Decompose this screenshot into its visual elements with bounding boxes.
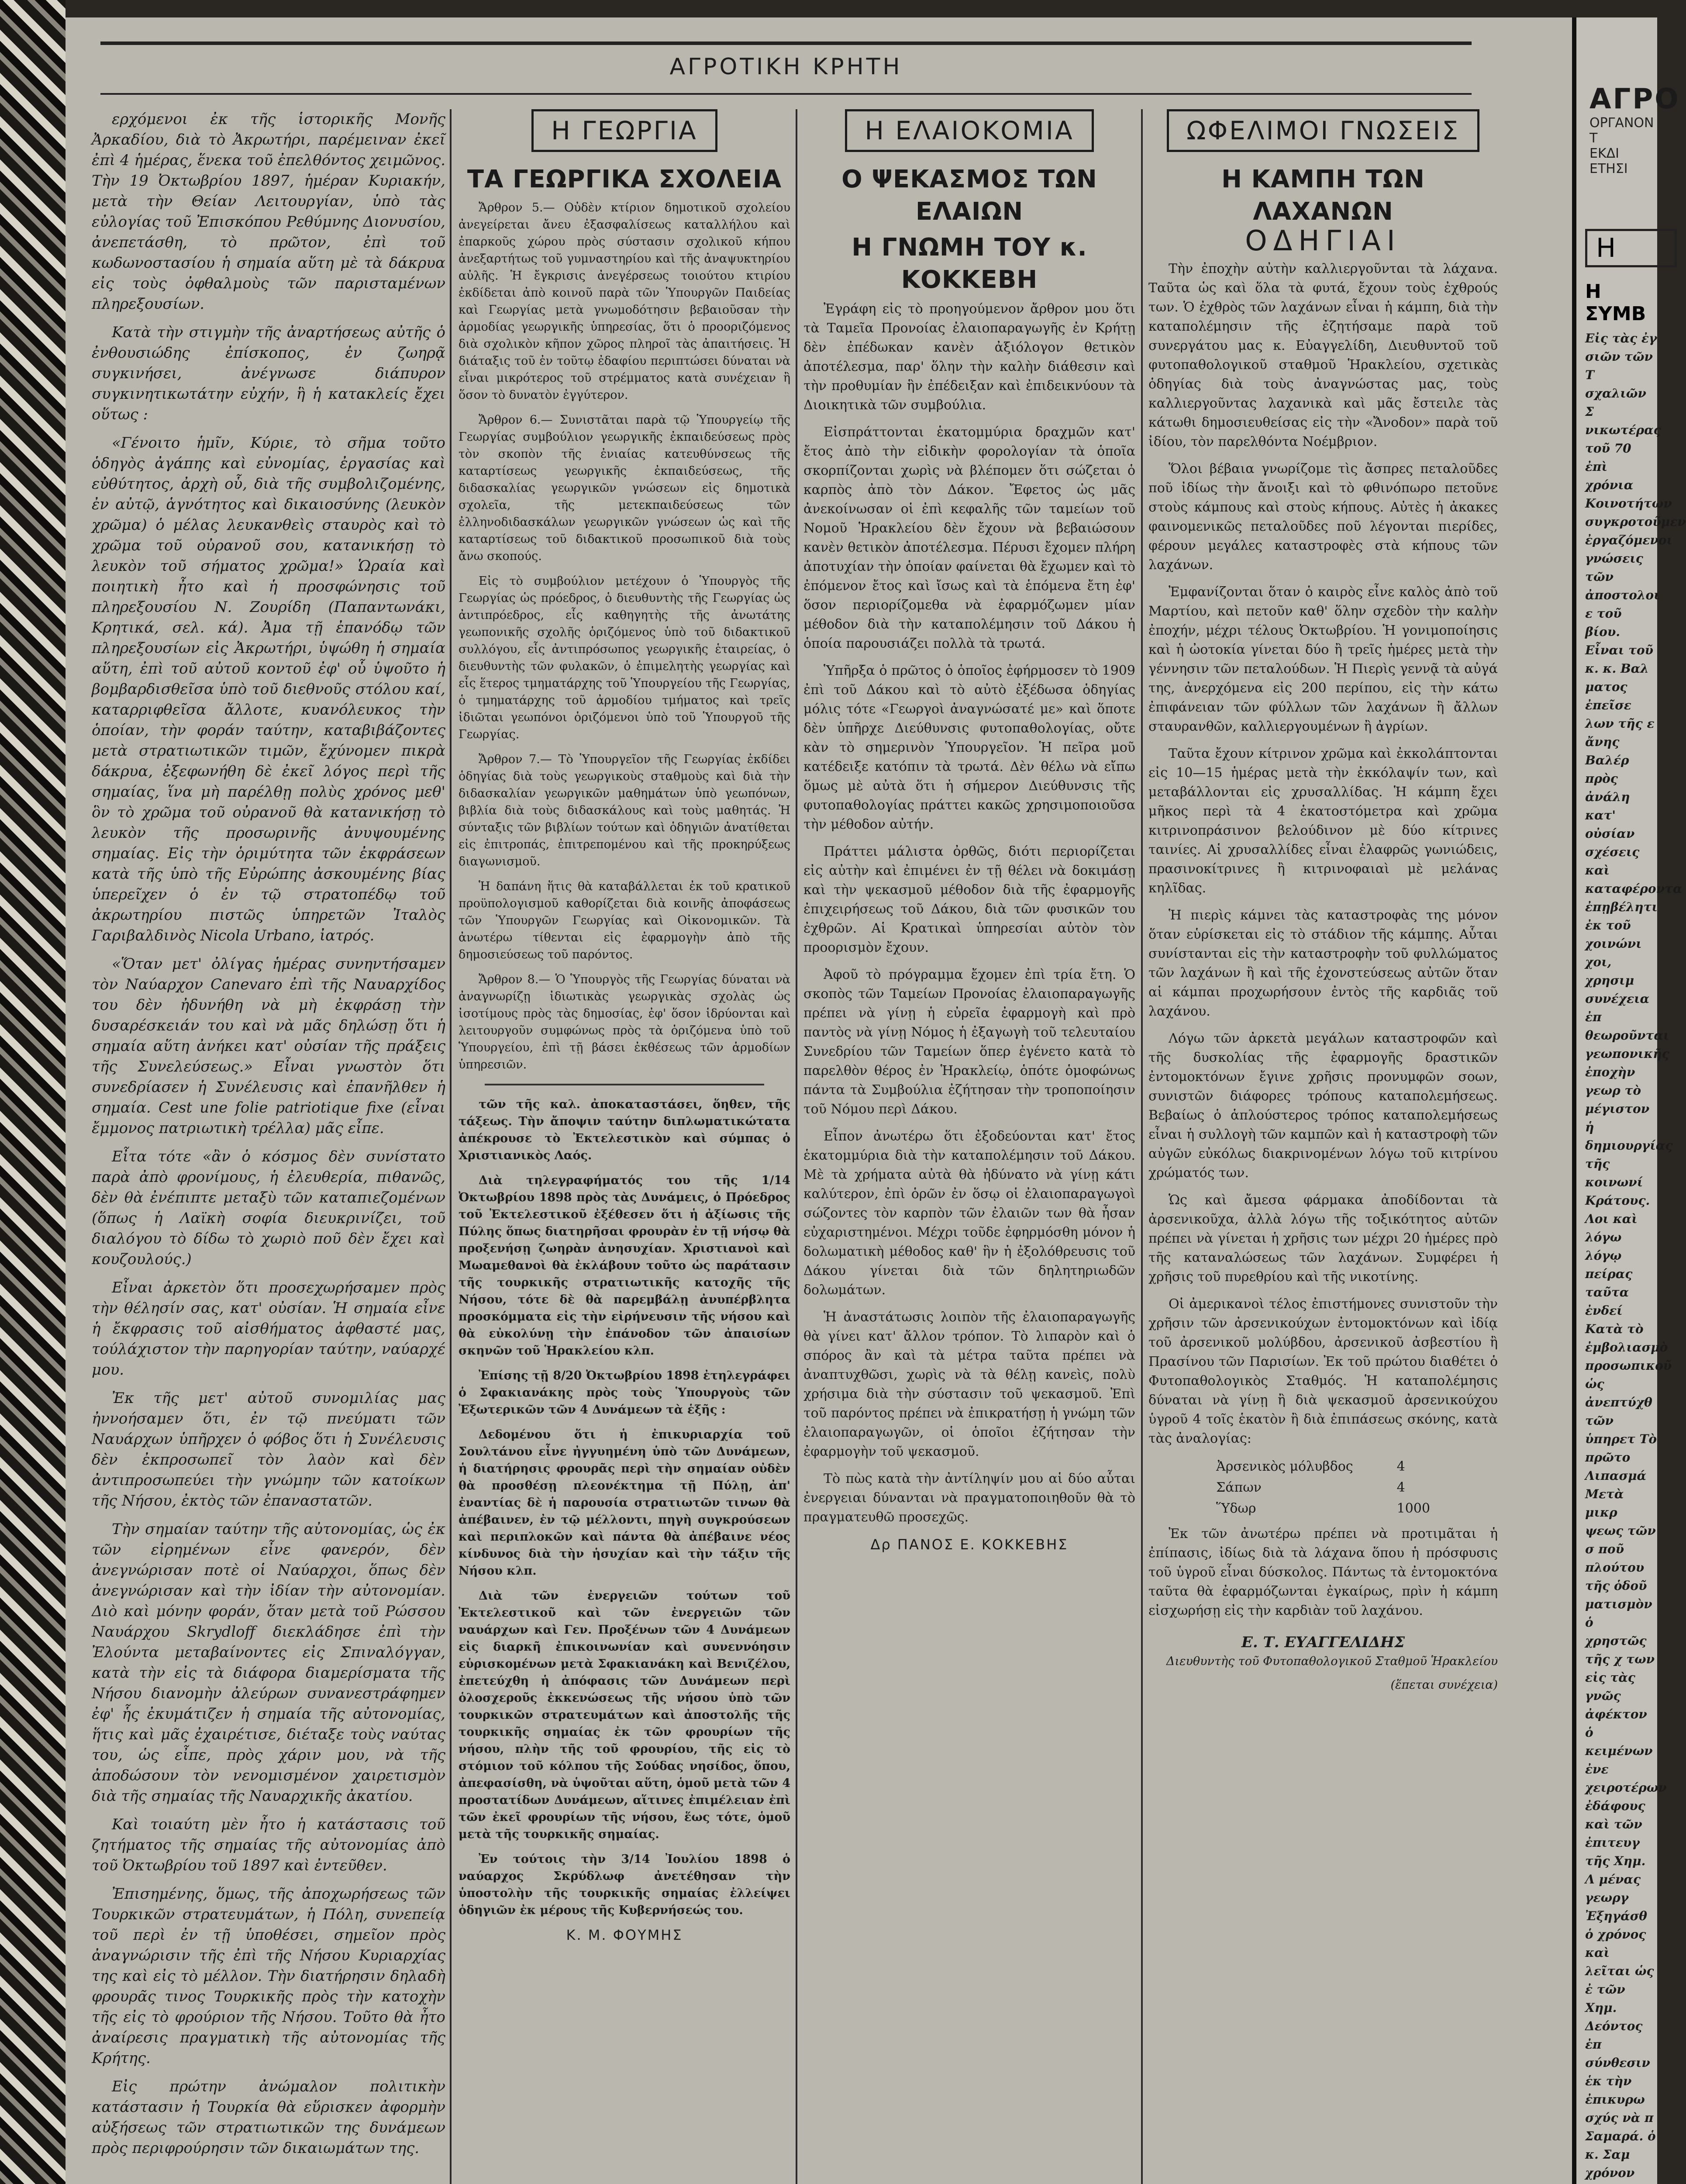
section-box-elaiokomia: Η ΕΛΑΙΟΚΟΜΙΑ: [845, 109, 1093, 152]
paragraph: Τὴν ἐποχὴν αὐτὴν καλλιεργοῦνται τὰ λάχανα. Ταῦτα ὡς καὶ ὅλα τὰ φυτά, ἔχουν τοὺς ἐχθρούς των. Ὁ ἐχθρὸς τῶν λαχάνων εἶναι ἡ κάμπη, διὰ τὴν καταπολέμησιν τῆς ἐζητήσαμε παρὰ τοῦ συνεργάτου μας κ. Εὐαγγελίδη, Διευθυντοῦ τοῦ φυτοπαθολογικοῦ σταθμοῦ Ἡρακλείου, σχετικὰς ὁδηγίας διὰ τοὺς ἀναγνώστας μας, τοὺς καλλιεργοῦντας λαχανικὰ καὶ μᾶς ἔστειλε τὰς κάτωθι δημοσιευθείσας εἰς τὴν «Ἄνοδον» παρὰ τοῦ ἰδίου, τὸν παρελθόντα Νοέμβριον.: [1148, 261, 1498, 449]
section-box-georgia: Η ΓΕΩΡΓΙΑ: [531, 109, 717, 152]
adjacent-subtitle: ΕΚΔΙ: [1589, 146, 1619, 161]
paragraph: Ἐκ τῆς μετ' αὐτοῦ συνομιλίας μας ἠννοήσαμεν ὅτι, ἐν τῷ πνεύματι τῶν Ναυάρχων ὑπῆρχεν ὁ φόβος ὅτι ἡ Συνέλευσις δὲν ἐκπροσωπεῖ τὸν λαὸν καὶ δὲν ἀντιπροσωπεύει τὴν γνώμην τῶν κατοίκων τῆς Νήσου, ἐκτὸς τῶν ἐπαναστατῶν.: [92, 1389, 445, 1510]
headline-olive-spraying: Ο ΨΕΚΑΣΜΟΣ ΤΩΝ ΕΛΑΙΩΝ: [841, 165, 1097, 226]
headline-cabbage-caterpillar: Η ΚΑΜΠΗ ΤΩΝ ΛΑΧΑΝΩΝ: [1221, 165, 1425, 226]
adjacent-headline: Η ΣΥΜΒ: [1585, 280, 1646, 325]
paragraph: «Γένοιτο ἡμῖν, Κύριε, τὸ σῆμα τοῦτο ὁδηγὸς ἀγάπης καὶ εὐνομίας, ἐργασίας καὶ εὐθύτητος, ἀρχὴ οὗ, διὰ τῆς συμβολιζομένης, ἐν αὐτῷ, ἁγνότητος καὶ δικαιοσύνης (λευκὸν χρῶμα) ὁ μέλας λευκανθεὶς σταυρὸς καὶ τὸ χρῶμα τοῦ οὐρανοῦ σου, κατανικήσῃ τὸ λευκὸν τοῦ σήματος χρῶμα!» Ὡραία καὶ ποιητικὴ ἦτο καὶ ἡ προσφώνησις τοῦ πληρεξουσίου Ν. Ζουρίδη (Παπαντωνάκι, Κρητικά, σελ. κά). Ἀμα τῇ ἐπανόδῳ τῶν πληρεξουσίων εἰς Ἀκρωτήρι, ὑψώθη ἡ σημαία αὕτη, ἐπὶ τοῦ αὐτοῦ κοντοῦ ἐφ' οὗ ὑψοῦτο ἡ βομβαρδισθεῖσα ὑπὸ τοῦ διεθνοῦς στόλου καί, καταρριφθεῖσα ἄλλοτε, κυανόλευκος τὴν ὁποίαν, τὴν φοράν ταύτην, καταβιβάζοντες μετὰ στρατιωτικῶν τιμῶν, ἔχύνομεν πικρὰ δάκρυα, ἐξεφωνήθη δὲ ἐκεῖ λόγος περὶ τῆς σημαίας, ἵνα μὴ παρέλθῃ πολὺς χρόνος μεθ' ὃν τὸ χρῶμα τοῦ οὐρανοῦ θὰ κατανικήσῃ τὸ λευκὸν τῆς προσωρινῆς ἀνυψουμένης σημαίας. Εἰς τὴν ὁριμύτητα τῶν ἐκφράσεων κατὰ τῆς ὑπὸ τῆς Εὐρώπης ἀσκουμένης βίας ὑπερεῖχεν ὁ ἐν τῷ στρατοπέδῳ τοῦ ἀκρωτηρίου πιστῶς ὑπηρετῶν Ἰταλὸς Γαριβαλδινὸς Nicola Urbano, ἰατρός.: [92, 434, 445, 944]
paragraph: Ἄρθρον 5.— Οὐδὲν κτίριον δημοτικοῦ σχολείου ἀνεγείρεται ἄνευ ἐξασφαλίσεως καταλλήλου καὶ ἐπαρκοῦς χώρου πρὸς σύστασιν σχολικοῦ κήπου ἀνεξαρτήτως τοῦ γυμναστηρίου καὶ τῆς ἀναψυκτηρίου αὐλῆς. Ἡ ἔγκρισις ἀνεγέρσεως τοιούτου κτιρίου ἐκδίδεται ἀπὸ κοινοῦ παρὰ τῶν Ὑπουργῶν Παιδείας καὶ Γεωργίας μετὰ γνωμοδότησιν βεβαιοῦσαν τὴν ἀρμοδίας γεωργικῆς ὑπηρεσίας, ὅτι ὁ προοριζόμενος διὰ σχολικὸν κῆπον χῶρος πληροῖ τὰς ἀπαιτήσεις. Ἡ διάταξις τοῦ ἐν τοῦτῳ ἐδαφίου περιπτώσει δύναται νὰ εἶναι μικρότερος τοῦ στρέμματος κατὰ συνέχειαν ἢ ὅσον τὸ δυνατὸν ἐγγύτερον.: [459, 201, 790, 402]
adjacent-subtitle: ΟΡΓΑΝΟΝ Τ: [1589, 115, 1654, 146]
paragraph: Πράττει μάλιστα ὀρθῶς, διότι περιορίζεται εἰς αὐτὴν καὶ ἐπιμένει ἐν τῇ θέλει νὰ δοκιμάσῃ καὶ τὴν ψεκασμοῦ μέθοδον διὰ τῆς ἐφαρμογῆς ἐπιχειρήσεως τοῦ Δάκου, διὰ τῶν φυσικῶν του ἐχθρῶν. Αἱ Κρατικαὶ ὑπηρεσίαι αὐτὸν τὸν προορισμὸν ἔχουν.: [803, 844, 1135, 955]
adjacent-text: Εἰς τὰς ἐγ σιῶν τῶν Τ σχαλιῶν Σ νικωτέρας τοῦ 70 ἐπὶ χρόνια Κοινοτήτων συγκροτοῦμεν ἐργαζόμενοι γνώσεις τῶν ἀποστολοι ε τοῦ βίου. Εἶναι τοῦ κ. κ. Βαλ ματος ἐπεῖσε λων τῆς ε ἄνης Βαλέρ πρὸς ἀνάλη κατ' οὐσίαν σχέσεις καὶ καταφέροντα ἐπῃβέλητι ἐκ τοῦ χοινώνι χοι, χρησιμ συνέχεια ἐπ θεωροῦνται γεωπονικῆς ἐποχὴν γεωρ τὸ μέγιστον ἡ δημιουργίας τῆς κοινωνί Κράτους. Λοι καὶ λόγω λόγῳ πείρας ταῦτα ἐνδεί Κατὰ τὸ ἐμβολιασμὸ προσωπικοῦ ὡς ἀνεπτύχθ τῶν ὑπηρετ Τὸ πρῶτο Λιπασμά Μετὰ μικρ ψεως τῶν σ ποῦ πλούτου τῆς ὁδοῦ ματισμὸν ὁ χρηστῶς τῆς χ των εἰς τὰς γνῶς ἀφέκτον ὁ κειμένων ἐνε χειροτέρων ἐδάφους καὶ τῶν ἐπιτευγ τῆς Χημ. Λ μένας γεωργ Ἐξηγάσθ ὁ χρόνος καὶ λεῖται ὡς ἐ τῶν Χημ. Δεόντος ἐπ σύνθεσιν ἑκ τὴν ἐπικυρω σχύς νὰ π Σαμαρά. ὁ κ. Σαμ χρόνον: [1585, 331, 1686, 2180]
paragraph: Ὅλοι βέβαια γνωρίζομε τὶς ἄσπρες πεταλοῦδες ποῦ ἰδίως τὴν ἄνοιξι καὶ τὸ φθινόπωρο πετοῦνε στοὺς κάμπους καὶ στοὺς κήπους. Αὐτὲς ἡ ἀκακες φαινομενικῶς πεταλοῦδες ποῦ λέγονται πιερίδες, φέρουν μεγάλες καταστροφὲς στὰ κήπους τῶν λαχάνων.: [1148, 461, 1498, 573]
adjacent-masthead: ΑΓΡΟ: [1589, 83, 1680, 115]
column-history-body: [92, 109, 445, 2159]
paragraph: Ἐν τούτοις τὴν 3/14 Ἰουλίου 1898 ὁ ναύαρχος Σκρύδλωφ ἀνετέθησαν τὴν ὑποστολὴν τῆς τουρκικῆς σημαίας ἐλλείψει ὁδηγιῶν ἐκ μέρους τῆς Κυβερνήσεώς του.: [459, 1852, 790, 1917]
paragraph: Καὶ τοιαύτη μὲν ἦτο ἡ κατάστασις τοῦ ζητήματος τῆς σημαίας τῆς αὐτονομίας ἀπὸ τοῦ Ὀκτωβρίου τοῦ 1897 καὶ ἐντεῦθεν.: [92, 1816, 445, 1874]
paragraph: Εἶτα τότε «ἂν ὁ κόσμος δὲν συνίστατο παρὰ ἀπὸ φρονίμους, ἡ ἐλευθερία, πιθανῶς, δὲν θὰ ἐνέπιπτε μεταξὺ τῶν καταπιεζομένων (ὅπως ἡ Λαϊκὴ σοφία διευκρινίζει, τοῦ διαλόγου τὸ δίδω τὸ χωριὸ ποῦ δὲν ἔχει καὶ κουζουλούς.): [92, 1148, 445, 1268]
paragraph: Ἐπίσης τῇ 8/20 Ὀκτωβρίου 1898 ἐτηλεγράφει ὁ Σφακιανάκης πρὸς τοὺς Ὑπουργοὺς τῶν Ἐξωτερικῶν τῶν 4 Δυνάμεων τὰ ἑξῆς :: [459, 1369, 790, 1417]
paragraph: Δεδομένου ὅτι ἡ ἐπικυριαρχία τοῦ Σουλτάνου εἶνε ἠγγυημένη ὑπὸ τῶν Δυνάμεων, ἡ διατήρησις φρουρᾶς περὶ τὴν σημαίαν οὐδὲν θὰ προσθέσῃ πλεονέκτημα τῇ Πύλῃ, ἀπ' ἐναντίας δὲ ἡ παρουσία στρατιωτῶν τινων θὰ ἀπέβαινεν, ἐν τῷ μέλλοντι, πηγὴ συγκρούσεων καὶ περιπλοκῶν καὶ πάντα θὰ ἀπέβαινε νέος κίνδυνος διὰ τὴν ἡσυχίαν καὶ τὴν τάξιν τῆς Νήσου κλπ.: [459, 1428, 790, 1578]
column-useful-knowledge: [1148, 109, 1498, 2184]
paragraph: Διὰ τηλεγραφήματός του τῆς 1/14 Ὀκτωβρίου 1898 πρὸς τὰς Δυνάμεις, ὁ Πρόεδρος τοῦ Ἐκτελεστικοῦ ἐξέθεσεν ὅτι ἡ ἀξίωσις τῆς Πύλης ὅπως διατηρῆσαι φρουρὰν ἐν τῇ νήσῳ θὰ προξενήσῃ ζωηρὰν ἀνησυχίαν. Χριστιανοὶ καὶ Μωαμεθανοὶ θὰ ἐκλάβουν τοῦτο ὡς παράτασιν τῆς τουρκικῆς στρατιωτικῆς κατοχῆς τῆς Νήσου, τότε δὲ θὰ παρεμβάλῃ ἀνυπέρβλητα προσκόμματα εἰς τὴν εἰρήνευσιν τῆς νήσου καὶ θὰ εὐκολύνῃ τὴν ἐπάνοδον τῶν ἀπαισίων σκηνῶν τοῦ Ἡρακλείου κλπ.: [459, 1174, 790, 1358]
paragraph: Κατὰ τὴν στιγμὴν τῆς ἀναρτήσεως αὐτῆς ὁ ἐνθουσιώδης ἐπίσκοπος, ἐν ζωηρᾷ συγκινήσει, ἀνέγνωσε διάπυρον συγκινητικωτάτην εὐχήν, ἣ ἡ κατακλείς ἔχει οὕτως :: [92, 324, 445, 423]
paragraph: «Ὅταν μετ' ὀλίγας ἡμέρας συνηντήσαμεν τὸν Ναύαρχον Canevaro ἐπὶ τῆς Ναυαρχίδος του δὲν ἠδυνήθη νὰ μὴ ἐκφράσῃ τὴν δυσαρέσκειάν του καὶ νὰ μᾶς δηλώσῃ ὅτι ἡ σημαία αὕτη ἀνήκει κατ' οὐσίαν τῆς πράξεις τῆς Συνελεύσεως.» Εἶναι γνωστὸν ὅτι συνεδρίασεν ἡ Συνέλευσις καὶ ἐπανῆλθεν ἡ σημαία. Cest une folie patriotique fixe (εἶναι ἔμμονος πατριωτικὴ τρέλλα) μᾶς εἶπε.: [92, 955, 445, 1137]
paragraph: Ἡ πιερὶς κάμνει τὰς καταστροφὰς της μόνον ὅταν εὑρίσκεται εἰς τὸ στάδιον τῆς κάμπης. Αὗται συνίστανται εἰς τὴν καταστροφὴν τοῦ φυλλώματος τῶν λαχάνων ἢ καὶ τῆς ἐχονστεύσεως αὐτῶν ὅταν αἱ κάμπαι προχωρήσουν ἐντὸς τῆς καρδιᾶς τοῦ λαχάνου.: [1148, 908, 1498, 1019]
paragraph: τῶν τῆς καλ. ἀποκαταστάσει, ὅηθεν, τῆς τάξεως. Τὴν ἄποψιν ταύτην διπλωματικώτατα ἀπέκρουσε τὸ Ἐκτελεστικὸν καὶ σύμπας ὁ Χριστιανικὸς Λαός.: [459, 1098, 790, 1162]
paragraph: Διὰ τῶν ἐνεργειῶν τούτων τοῦ Ἐκτελεστικοῦ καὶ τῶν ἐνεργειῶν τῶν ναυάρχων καὶ Γεν. Προξένων τῶν 4 Δυνάμεων εἰς διαρκῆ ἐπικοινωνίαν καὶ συνεννόησιν εὑρισκομένων μετὰ Σφακιανάκη καὶ Βενιζέλου, ἐπετεύχθη ἡ ἀπόφασις τῶν Δυνάμεων περὶ ὁλοσχεροῦς ἐκκενώσεως τῆς νήσου ὑπὸ τῶν τουρκικῶν στρατευμάτων καὶ ἀποστολῆς τῆς τουρκικῆς σημαίας ἐκ τῶν φρουρίων τῆς νήσου, πλὴν τῆς τοῦ φρουρίου, τῆς εἰς τὸ στόμιον τοῦ κόλπου τῆς Σούδας νησίδος, ὅπου, ἀπεφασίσθη, νὰ ὑψοῦται αὕτη, ὁμοῦ μετὰ τῶν 4 προστατίδων Δυνάμεων, αἵτινες ἐπιμέλειαν ἐπὶ τῶν ἐκεῖ φρουρίων τῆς νήσου, ἕως τότε, ὁμοῦ μετὰ τῆς τουρκικῆς σημαίας.: [459, 1589, 790, 1841]
headline-kokkevis-opinion: Η ΓΝΩΜΗ ΤΟΥ κ. ΚΟΚΚΕΒΗ: [852, 233, 1087, 294]
headline-agricultural-schools: ΤΑ ΓΕΩΡΓΙΚΑ ΣΧΟΛΕΙΑ: [467, 165, 782, 194]
column-rule: [450, 109, 452, 2184]
column-rule: [1141, 109, 1143, 2184]
table-row: Ἀρσενικὸς μόλυβδος 4: [1216, 1459, 1405, 1474]
paragraph: Ἐμφανίζονται ὅταν ὁ καιρὸς εἶνε καλὸς ἀπὸ τοῦ Μαρτίου, καὶ πετοῦν καθ' ὅλην σχεδὸν τὴν καλὴν ἐποχήν, μέχρι τέλους Ὀκτωβρίου. Ἡ γονιμοποίησις καὶ ἡ ὠοτοκία γίνεται δύο ἢ τρεῖς ἡμέρες μετὰ τὴν γέννησιν τῶν πεταλούδων. Ἡ Πιερὶς γεννᾷ τὰ αὐγά της, ἀνερχόμενα εἰς 200 περίπου, εἰς τὴν κάτω ἐπιφάνειαν τῶν φύλλων τῶν λαχάνων ἢ ἄλλων σταυρανθῶν, καλλιεργουμένων ἢ ἀγρίων.: [1148, 584, 1498, 734]
paragraph: Τὸ πὼς κατὰ τὴν ἀντίληψίν μου αἱ δύο αὗται ἐνεργειαι δύνανται νὰ πραγματοποιηθοῦν θὰ τὸ πραγματευθῶ προσεχῶς.: [803, 1471, 1135, 1525]
column-olive-growing: [803, 109, 1135, 2184]
formula-table: [1194, 1456, 1452, 1519]
paragraph: Εἶπον ἀνωτέρω ὅτι ἐξοδεύονται κατ' ἔτος ἑκατομμύρια διὰ τὴν καταπολέμησιν τοῦ Δάκου. Μὲ τὰ χρήματα αὐτὰ θὰ ἠδύνατο νὰ γίνῃ κάτι καλύτερον, ἐπὶ ὁρῶν ἐν ὅσῳ οἱ ἐλαιοπαραγωγοὶ σώζοντες τὸν καρπὸν τῶν ἐλαιῶν των θὰ ἦσαν εὐχαριστημένοι. Μέχρι τοῦδε ἐφηρμόσθη μόνον ἡ δολωματικὴ μέθοδος καθ' ἣν ἡ ἐξολόθρευσις τοῦ Δάκου γίνεται διὰ τῶν δηλητηριωδῶν δολωμάτων.: [803, 1129, 1135, 1298]
adjacent-page-fragment: [1572, 17, 1686, 2184]
column-rule: [796, 109, 797, 2184]
column-history: [92, 109, 445, 2184]
paragraph: ερχόμενοι ἐκ τῆς ἱστορικῆς Μονῆς Ἀρκαδίου, διὰ τὸ Ἀκρωτήρι, παρέμειναν ἐκεῖ ἐπὶ 4 ἡμέρας, ἕνεκα τοῦ ἐπελθόντος χειμῶνος. Τὴν 19 Ὀκτωβρίου 1897, ἡμέραν Κυριακήν, μετὰ τὴν Θείαν Λειτουργίαν, ὑπὸ τὰς εὐλογίας τοῦ Ἐπισκόπου Ρεθύμνης Διονυσίου, ἀνεπετάσθη, τὸ πρῶτον, ἐπὶ τοῦ κωδωνοστασίου ἡ σημαία αὕτη μὲ τὰ δάκρυα εἰς τοὺς ὀφθαλμοὺς τῶν παρισταμένων πληρεξουσίων.: [92, 111, 445, 313]
running-head: ΑΓΡΟΤΙΚΗ ΚΡΗΤΗ: [100, 41, 1472, 95]
table-row: Σάπων 4: [1216, 1480, 1405, 1495]
adjacent-subtitle: ΕΤΗΣΙ: [1589, 161, 1628, 176]
paragraph: Τὴν σημαίαν ταύτην τῆς αὐτονομίας, ὡς ἐκ τῶν εἰρημένων εἶνε φανερόν, δὲν ἀνεγνώρισαν ποτὲ οἱ Ναύαρχοι, ὅπως δὲν ἀνεγνώρισαν καὶ τὴν ἰδίαν τὴν αὐτονομίαν. Διὸ καὶ μόνην φοράν, ὅταν μετὰ τοῦ Ρώσσου Ναυάρχου Skrydloff διεκλάδησε ἐπὶ τὴν Ἐλούντα μεταβαίνοντες εἰς Σπιναλόγγαν, κατὰ τὴν εἰς τὰ διάφορα διαμερίσματα τῆς Νήσου διανομὴν ἀλεύρων συνανεστράφημεν ἐφ' ἧς ἐκυμάτιζεν ἡ σημαία τῆς αὐτονομίας, ἥτις καὶ μᾶς ἐχαιρέτισε, διέταξε τοὺς ναύτας του, ὡς εἶπε, πρὸς χάριν μου, νὰ τῆς ἀποδώσουν τὸν νενομισμένον χαιρετισμὸν διὰ τῆς σημαίας τῆς Ναυαρχικῆς ἀκατίου.: [92, 1521, 445, 1805]
column-agriculture-body: [459, 199, 790, 1073]
paragraph: Εἰς πρώτην ἀνώμαλον πολιτικὴν κατάστασιν ἡ Τουρκία θὰ εὕρισκεν ἀφορμὴν αὐξήσεως τῶν στρατιωτικῶν της δυνάμεων πρὸς περιφρούρησιν τῶν δικαιωμάτων της.: [92, 2078, 445, 2157]
paragraph: Εἶναι ἀρκετὸν ὅτι προσεχωρήσαμεν πρὸς τὴν θέλησίν σας, κατ' οὐσίαν. Ἡ σημαία εἶνε ἡ ἔκφρασις τοῦ αἰσθήματος ἀφθαστέ μας, τούλάχιστον τὴν παρηγορίαν ταύτην, ναύαρχέ μου.: [92, 1279, 445, 1379]
paragraph: Ἄρθρον 8.— Ὁ Ὑπουργὸς τῆς Γεωργίας δύναται νὰ ἀναγνωρίζῃ ἰδιωτικὰς γεωργικὰς σχολὰς ὡς ἰσοτίμους πρὸς τὰς δημοσίας, ἐφ' ὅσον ἱδρύονται καὶ λειτουργοῦν συμφώνως πρὸς τὰ ὁριζόμενα ὑπὸ τοῦ Ὑπουργείου, ἐπὶ τῇ βάσει ἐκθέσεως τῶν ἁρμοδίων ὑπηρεσιῶν.: [459, 973, 790, 1071]
paragraph: Ἄρθρον 6.— Συνιστᾶται παρὰ τῷ Ὑπουργείῳ τῆς Γεωργίας συμβούλιον γεωργικῆς ἐκπαιδεύσεως πρὸς τὸν σκοπὸν τῆς ἐνιαίας κατευθύνσεως τῆς καταρτίσεως γεωργικῆς ἐκπαιδεύσεως, τῆς διδασκαλίας γεωργικῶν γνώσεων εἰς δημοτικὰ σχολεῖα, τῆς μετεκπαιδεύσεως τῶν ἐλληνοδιδασκάλων γεωργικῶν γνώσεων ὡς καὶ τῆς καταρτίσεως τοῦ διδακτικοῦ προσωπικοῦ διὰ τοὺς ἄνω σκοπούς.: [459, 413, 790, 563]
paragraph: Ὑπῆρξα ὁ πρῶτος ὁ ὁποῖος ἐφήρμοσεν τὸ 1909 ἐπὶ τοῦ Δάκου καὶ τὸ αὐτὸ ἐξέδωσα ὁδηγίας μόλις τότε «Γεωργοὶ ἀναγνώσατέ με» καὶ ὅποτε δὲν ὑπῆρχε Διεύθυνσις φυτοπαθολογίας, οὔτε κὰν τὸ σημερινὸν Ὑπουργεῖον. Ἡ πεῖρα μοῦ κατέδειξε κατόπιν τὰ τρωτά. Δὲν θέλω νὰ εἴπω ὅμως μὲ αὐτὰ ὅτι ἡ σήμερον Διεύθυνσις τῆς φυτοπαθολογίας πράττει κακῶς χρησιμοποιοῦσα τὴν μέθοδον αὐτήν.: [803, 663, 1135, 832]
paragraph: Ἐγράφη εἰς τὸ προηγούμενον ἄρθρον μου ὅτι τὰ Ταμεῖα Προνοίας ἐλαιοπαραγωγῆς ἐν Κρήτῃ δὲν ἐπέδωκαν κανὲν ἀξιόλογον θετικὸν ἀποτέλεσμα, παρ' ὅλην τὴν καλὴν διάθεσιν καὶ τὴν προθυμίαν ἣν ἐπέδειξαν καὶ ἐπιδεικνύουν τὰ Διοικητικὰ τῶν συμβούλια.: [803, 301, 1135, 413]
column-useful-body: [1148, 259, 1498, 1448]
section-divider: [485, 1084, 764, 1085]
paragraph: Εἰς τὸ συμβούλιον μετέχουν ὁ Ὑπουργὸς τῆς Γεωργίας ὡς πρόεδρος, ὁ διευθυντὴς τῆς Γεωργίας ὡς ἀντιπρόεδρος, εἷς καθηγητὴς τῆς ἀνωτάτης γεωπονικῆς σχολῆς ὁριζόμενος ὑπὸ τοῦ διδακτικοῦ συλλόγου, εἷς ἀντιπρόσωπος γεωργικῆς ἑταιρείας, ὁ διευθυντὴς τῶν φυλακῶν, ὁ ἐπιμελητὴς γεωργίας καὶ εἷς ἕτερος τμηματάρχης τοῦ Ὑπουργείου τῆς Γεωργίας, ὁ τμηματάρχης τοῦ ἀρμοδίου τμήματος καὶ τρεῖς ἰδιῶται γεωπόνοι ὁριζόμενοι ὑπὸ τοῦ Ὑπουργοῦ τῆς Γεωργίας.: [459, 574, 790, 741]
paragraph: Ἡ ἀναστάτωσις λοιπὸν τῆς ἐλαιοπαραγωγῆς θὰ γίνει κατ' ἄλλον τρόπον. Τὸ λιπαρὸν καὶ ὁ σπόρος ἂν καὶ τὰ μέτρα ταῦτα πρέπει νὰ ἀναπτυχθῶσι, χωρὶς νὰ τὰ θέλῃ κανεὶς, πολὺ χρήσιμα διὰ τὴν σύστασιν τοῦ ψεκασμοῦ. Ἐπὶ τοῦ παρόντος πρέπει νὰ ἐπικρατήσῃ ἡ γνώμη τῶν ἐλαιοπαραγωγῶν, οἱ ὁποῖοι ἐζήτησαν τὴν ἐφαρμογὴν τοῦ ψεκασμοῦ.: [803, 1310, 1135, 1459]
column-useful-body-end: [1148, 1524, 1498, 1621]
author-affiliation: Διευθυντὴς τοῦ Φυτοπαθολογικοῦ Σταθμοῦ Ἡρακλείου: [1166, 1655, 1498, 1668]
column-agriculture-continued: [459, 1096, 790, 1919]
column-olive-body: [803, 300, 1135, 1527]
column-agriculture: [459, 109, 790, 2184]
paragraph: Ἡ δαπάνη ἥτις θὰ καταβάλλεται ἐκ τοῦ κρατικοῦ προϋπολογισμοῦ καθορίζεται διὰ κοινῆς ἀποφάσεως τῶν Ὑπουργῶν Γεωργίας καὶ Οἰκονομικῶν. Τὰ ἀνωτέρω τίθενται εἰς ἐφαρμογὴν ἀπὸ τῆς δημοσιεύσεως τοῦ παρόντος.: [459, 880, 790, 961]
paragraph: Ἄρθρον 7.— Τὸ Ὑπουργεῖον τῆς Γεωργίας ἐκδίδει ὁδηγίας διὰ τοὺς γεωργικοὺς σταθμοὺς καὶ διὰ τὴν διδασκαλίαν γεωργικῶν μαθημάτων ὑπὸ γεωπόνων, βιβλία διὰ τοὺς διδασκάλους καὶ τοὺς μαθητάς. Ἡ σύνταξις τῶν βιβλίων τούτων καὶ ὁδηγιῶν ἀνατίθεται εἰς ἐπιτροπάς, ἐπιτρεπομένου καὶ τῆς προκηρύξεως διαγωνισμοῦ.: [459, 753, 790, 868]
section-box-ofelimoi: ΩΦΕΛΙΜΟΙ ΓΝΩΣΕΙΣ: [1167, 109, 1479, 152]
adjacent-section-box: Η: [1585, 229, 1677, 267]
paragraph: Λόγω τῶν ἀρκετὰ μεγάλων καταστροφῶν καὶ τῆς δυσκολίας τῆς ἐφαρμογῆς δραστικῶν ἐντομοκτόνων ἔγινε χρῆσις προνυμφῶν σοων, συνιστῶν διάφορες τρόπους καταπολεμήσεως. Βεβαίως ὁ ἁπλούστερος τρόπος καταπολεμήσεως εἶναι ἡ συλλογὴ τῶν καμπῶν καὶ ἡ καταστροφὴ τῶν αὐγῶν εὐκόλως διακρινομένων λόγω τοῦ κιτρίνου χρώματός των.: [1148, 1031, 1498, 1181]
paragraph: Ταῦτα ἔχουν κίτρινον χρῶμα καὶ ἐκκολάπτονται εἰς 10—15 ἡμέρας μετὰ τὴν ἐκκόλαψίν των, καὶ μεταβάλλονται εἰς χρυσαλλίδας. Ἡ κάμπη ἔχει μῆκος περὶ τὰ 4 ἑκατοστόμετρα καὶ χρῶμα κιτρινοπράσινον βελούδινον μὲ δύο κίτρινες ταινίες. Αἱ χρυσαλλίδες εἶναι ἐλαφρῶς γωνιώδεις, πρασινοκίτρινες ἢ κιτρινοφαιαὶ μὲ μελάνας κηλῖδας.: [1148, 746, 1498, 896]
paragraph: Ἀφοῦ τὸ πρόγραμμα ἔχομεν ἐπὶ τρία ἔτη. Ὁ σκοπὸς τῶν Ταμείων Προνοίας ἐλαιοπαραγωγῆς πρέπει νὰ γίνῃ ἡ εὐρεῖα ἐφαρμογὴ καὶ πρὸ παντὸς νὰ γίνῃ Νόμος ἡ ἐξαγωγὴ τοῦ τελευταίου Συνεδρίου τῶν Ταμείων ὅπερ ἐγένετο κατὰ τὸ παρελθὸν θέρος ἐν Ἡρακλείῳ, ὁπότε ὁμοφώνως πάντα τὰ Συμβούλια ἐζήτησαν τὴν τροποποίησιν τοῦ Νόμου περὶ Δάκου.: [803, 967, 1135, 1117]
paragraph: Ὡς καὶ ἄμεσα φάρμακα ἀποδίδονται τὰ ἀρσενικοῦχα, ἀλλὰ λόγω τῆς τοξικότητος αὐτῶν πρέπει νὰ γίνεται ἡ χρῆσις των μέχρι 20 ἡμέρες πρὸ τῆς καταναλώσεως τῶν λαχάνων. Συμφέρει ἡ χρῆσις τοῦ πυρεθρίου καὶ τῆς νικοτίνης.: [1148, 1192, 1498, 1285]
continuation-note: (ἕπεται συνέχεια): [1390, 1678, 1498, 1692]
author-evangelidis: Ε. Τ. ΕΥΑΓΓΕΛΙΔΗΣ: [1241, 1634, 1405, 1651]
paragraph: Εἰσπράττονται ἑκατομμύρια δραχμῶν κατ' ἔτος ἀπὸ τὴν εἰδικὴν φορολογίαν τὰ ὁποῖα σκορπίζονται χωρὶς νὰ βλέπομεν ὅτι σώζεται ὁ καρπὸς ἀπὸ τὸν Δάκον. Ἔφετος ὡς μᾶς ἀνεκοίνωσαν οἱ ἐπὶ κεφαλῆς τῶν ταμείων τοῦ Νομοῦ Ἡρακλείου δὲν ἔχουν νὰ βεβαιώσουν κανὲν θετικὸν ἀποτέλεσμα. Πέρυσι ἔχομεν πλήρη ἀποτυχίαν τὴν ὁποίαν φαίνεται θὰ ἔχωμεν καὶ τὸ ἐπόμενον ἔτος καὶ ἴσως καὶ τὰ ἑπόμενα ἔτη ἐφ' ὅσον περιορίζομεθα νὰ ἐφαρμόζωμεν μίαν μέθοδον διὰ τὴν καταπολέμησιν τοῦ Δάκου ἡ ὁποία παρουσιάζει πολλὰ τὰ τρωτά.: [803, 425, 1135, 651]
paragraph: Ἐπισημένης, ὅμως, τῆς ἀποχωρήσεως τῶν Τουρκικῶν στρατευμάτων, ἡ Πόλη, συνεπείᾳ τοῦ περὶ ἐν τῇ ὑποθέσει, σημεῖον πρὸς ἀναγνώρισιν τῆς ἐπὶ τῆς Νήσου Κυριαρχίας της καὶ εἰς τὸ μέλλον. Τὴν διατήρησιν δηλαδὴ φρουρᾶς τινος Τουρκικῆς πρὸς τὴν κατοχὴν τῆς εἰς τὸ φρούριον τῆς Νήσου. Τοῦτο θὰ ἦτο ἀναίρεσις πραγματικὴ τῆς αὐτονομίας τῆς Κρήτης.: [92, 1885, 445, 2067]
signature-kokkevis: Δρ ΠΑΝΟΣ Ε. ΚΟΚΚΕΒΗΣ: [870, 1536, 1069, 1553]
paragraph: Ἐκ τῶν ἀνωτέρω πρέπει νὰ προτιμᾶται ἡ ἐπίπασις, ἰδίως διὰ τὰ λάχανα ὅπου ἡ πρόσφυσις τοῦ ὑγροῦ εἶναι δύσκολος. Πάντως τὰ ἐντομοκτόνα ταῦτα θὰ ἐφαρμόζωνται ἐγκαίρως, πρὶν ἡ κάμπη εἰσχωρήσῃ εἰς τὴν καρδιὰν τοῦ λαχάνου.: [1148, 1526, 1498, 1618]
paragraph: Οἱ ἀμερικανοὶ τέλος ἐπιστήμονες συνιστοῦν τὴν χρῆσιν τῶν ἀρσενικούχων ἐντομοκτόνων καὶ ἰδίᾳ τοῦ ἀρσενικοῦ μολύβδου, ἀρσενικοῦ ἀσβεστίου ἢ Πρασίνου τῶν Παρισίων. Ἐκ τοῦ πρώτου διαθέτει ὁ Φυτοπαθολογικὸς Σταθμός. Ἡ καταπολέμησις δύναται νὰ γίνῃ ἢ διὰ ψεκασμοῦ ἀρσενικούχου ὑγροῦ 4 τοῖς ἑκατὸν ἢ διὰ ἐπιπάσεως σκόνης, κατὰ τὰς ἀναλογίας:: [1148, 1296, 1498, 1446]
signature-foumis: Κ. Μ. ΦΟΥΜΗΣ: [566, 1927, 683, 1943]
binding-edge: [0, 0, 66, 2184]
table-row: Ὕδωρ 1000: [1216, 1501, 1430, 1516]
subhead-instructions: ΟΔΗΓΙΑΙ: [1245, 225, 1401, 257]
